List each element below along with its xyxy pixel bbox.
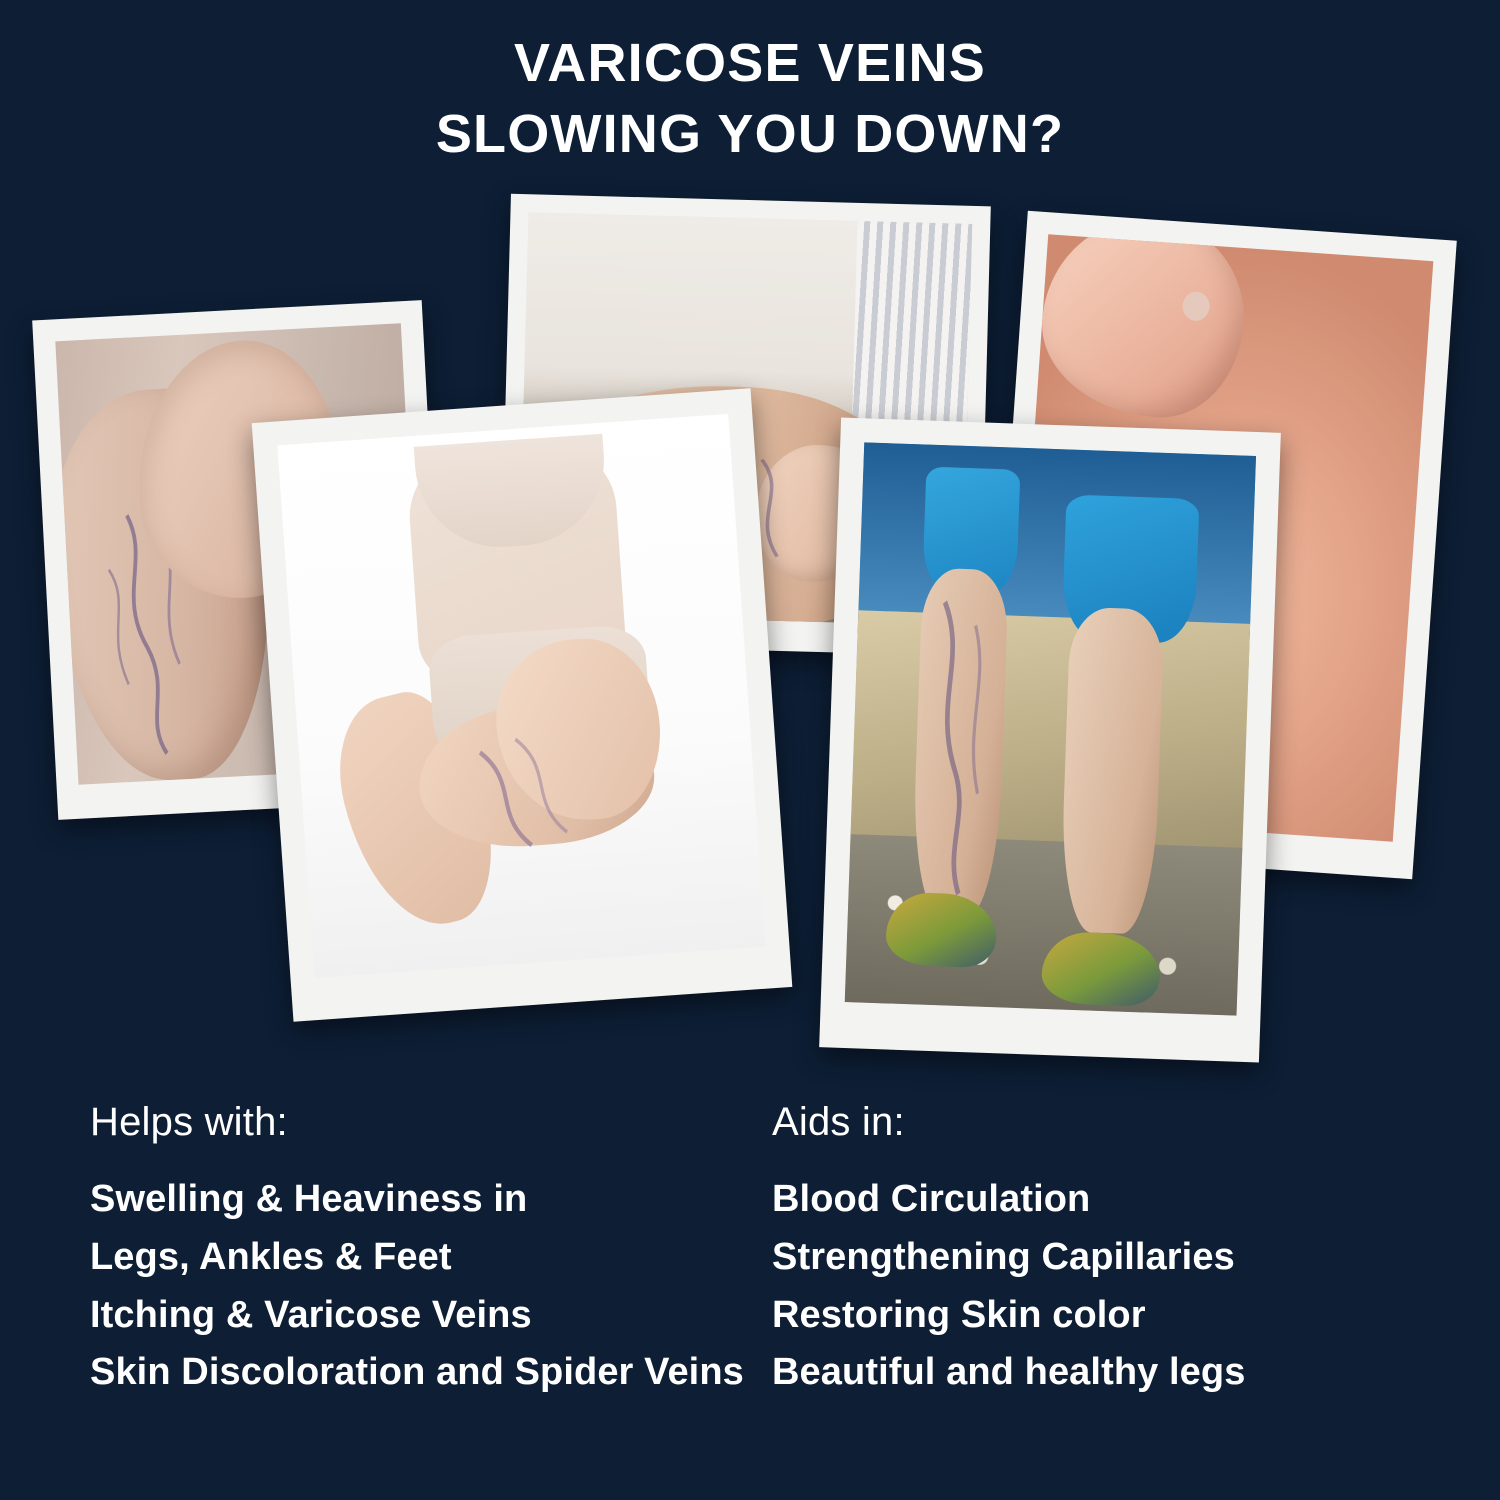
photo-frame-walking-legs [819, 418, 1281, 1063]
benefits-section [0, 1100, 1500, 1402]
rocky-ground [850, 610, 1250, 870]
benefit-item: Skin Discoloration and Spider Veins [90, 1351, 744, 1394]
benefits-column-right [750, 1100, 1410, 1402]
photo-seated-woman-in-beige-activewear-touching-thigh [277, 414, 765, 978]
benefits-right-title: Aids in: [772, 1100, 905, 1144]
hand [1036, 234, 1250, 422]
benefit-item: Legs, Ankles & Feet [90, 1235, 452, 1278]
photo-collage [0, 180, 1500, 1080]
benefit-item: Blood Circulation [772, 1178, 1091, 1220]
page-title-line-2: SLOWING YOU DOWN? [435, 104, 1065, 165]
page-title [0, 28, 1500, 171]
benefits-column-left [90, 1100, 750, 1402]
benefit-item: Strengthening Capillaries [772, 1235, 1235, 1278]
benefit-item: Restoring Skin color [772, 1293, 1146, 1336]
benefit-item: Beautiful and healthy legs [772, 1351, 1246, 1394]
benefits-left-title: Helps with: [90, 1100, 288, 1144]
photo-frame-seated-woman [252, 388, 793, 1021]
benefit-item: Itching & Varicose Veins [90, 1293, 532, 1336]
photo-legs-walking-on-rocky-shore-with-varicose-veins [845, 442, 1256, 1015]
benefit-item: Swelling & Heaviness in [90, 1178, 528, 1220]
page-title-line-1: VARICOSE VEINS [514, 33, 986, 93]
